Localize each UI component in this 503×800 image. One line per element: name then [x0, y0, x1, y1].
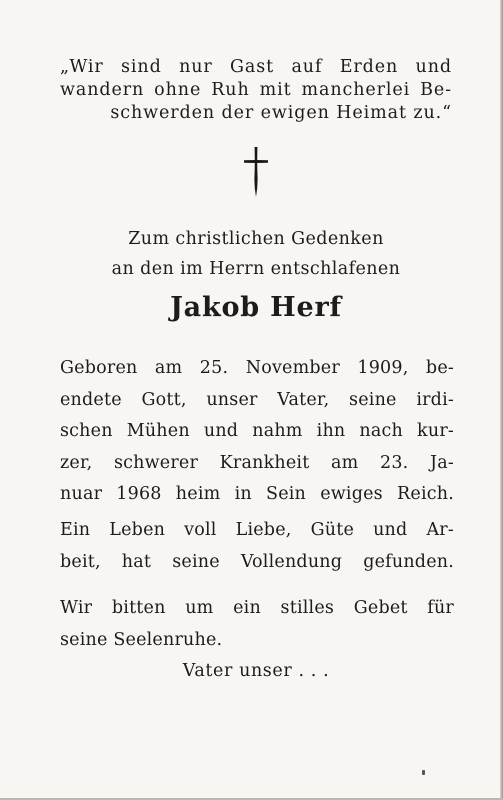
- paper-speck: [422, 770, 425, 775]
- quote-line: „Wir sind nur Gast auf Erden und: [60, 57, 452, 77]
- text-line: endete Gott, unser Vater, seine irdi-: [60, 389, 454, 410]
- intro-line-2: an den im Herrn entschlafenen: [111, 259, 401, 279]
- text-line: Geboren am 25. November 1909, be-: [60, 358, 454, 378]
- tribute-paragraph: [60, 515, 454, 578]
- closing-prayer: Vater unser . . .: [182, 661, 330, 681]
- prayer-request-paragraph: [60, 593, 454, 656]
- text-line: Wir bitten um ein stilles Gebet für: [60, 598, 454, 618]
- text-line: zer, schwerer Krankheit am 23. Ja-: [60, 452, 454, 473]
- intro-line-1: Zum christlichen Gedenken: [128, 229, 384, 249]
- biography-paragraph: [60, 353, 454, 511]
- text-line: schen Mühen und nahm ihn nach kur-: [60, 421, 454, 441]
- text-line: nuar 1968 heim in Sein ewiges Reich.: [60, 484, 454, 504]
- epigraph-quote: [60, 56, 452, 125]
- quote-line: wandern ohne Ruh mit mancherlei Be-: [60, 80, 452, 100]
- latin-cross-icon: [241, 147, 271, 197]
- deceased-name: Jakob Herf: [170, 292, 342, 323]
- quote-line: schwerden der ewigen Heimat zu.“: [110, 103, 452, 123]
- text-line: seine Seelenruhe.: [60, 629, 223, 650]
- intro-text: [60, 224, 452, 284]
- text-line: Ein Leben voll Liebe, Güte und Ar-: [60, 520, 454, 540]
- text-line: beit, hat seine Vollendung gefunden.: [60, 551, 454, 572]
